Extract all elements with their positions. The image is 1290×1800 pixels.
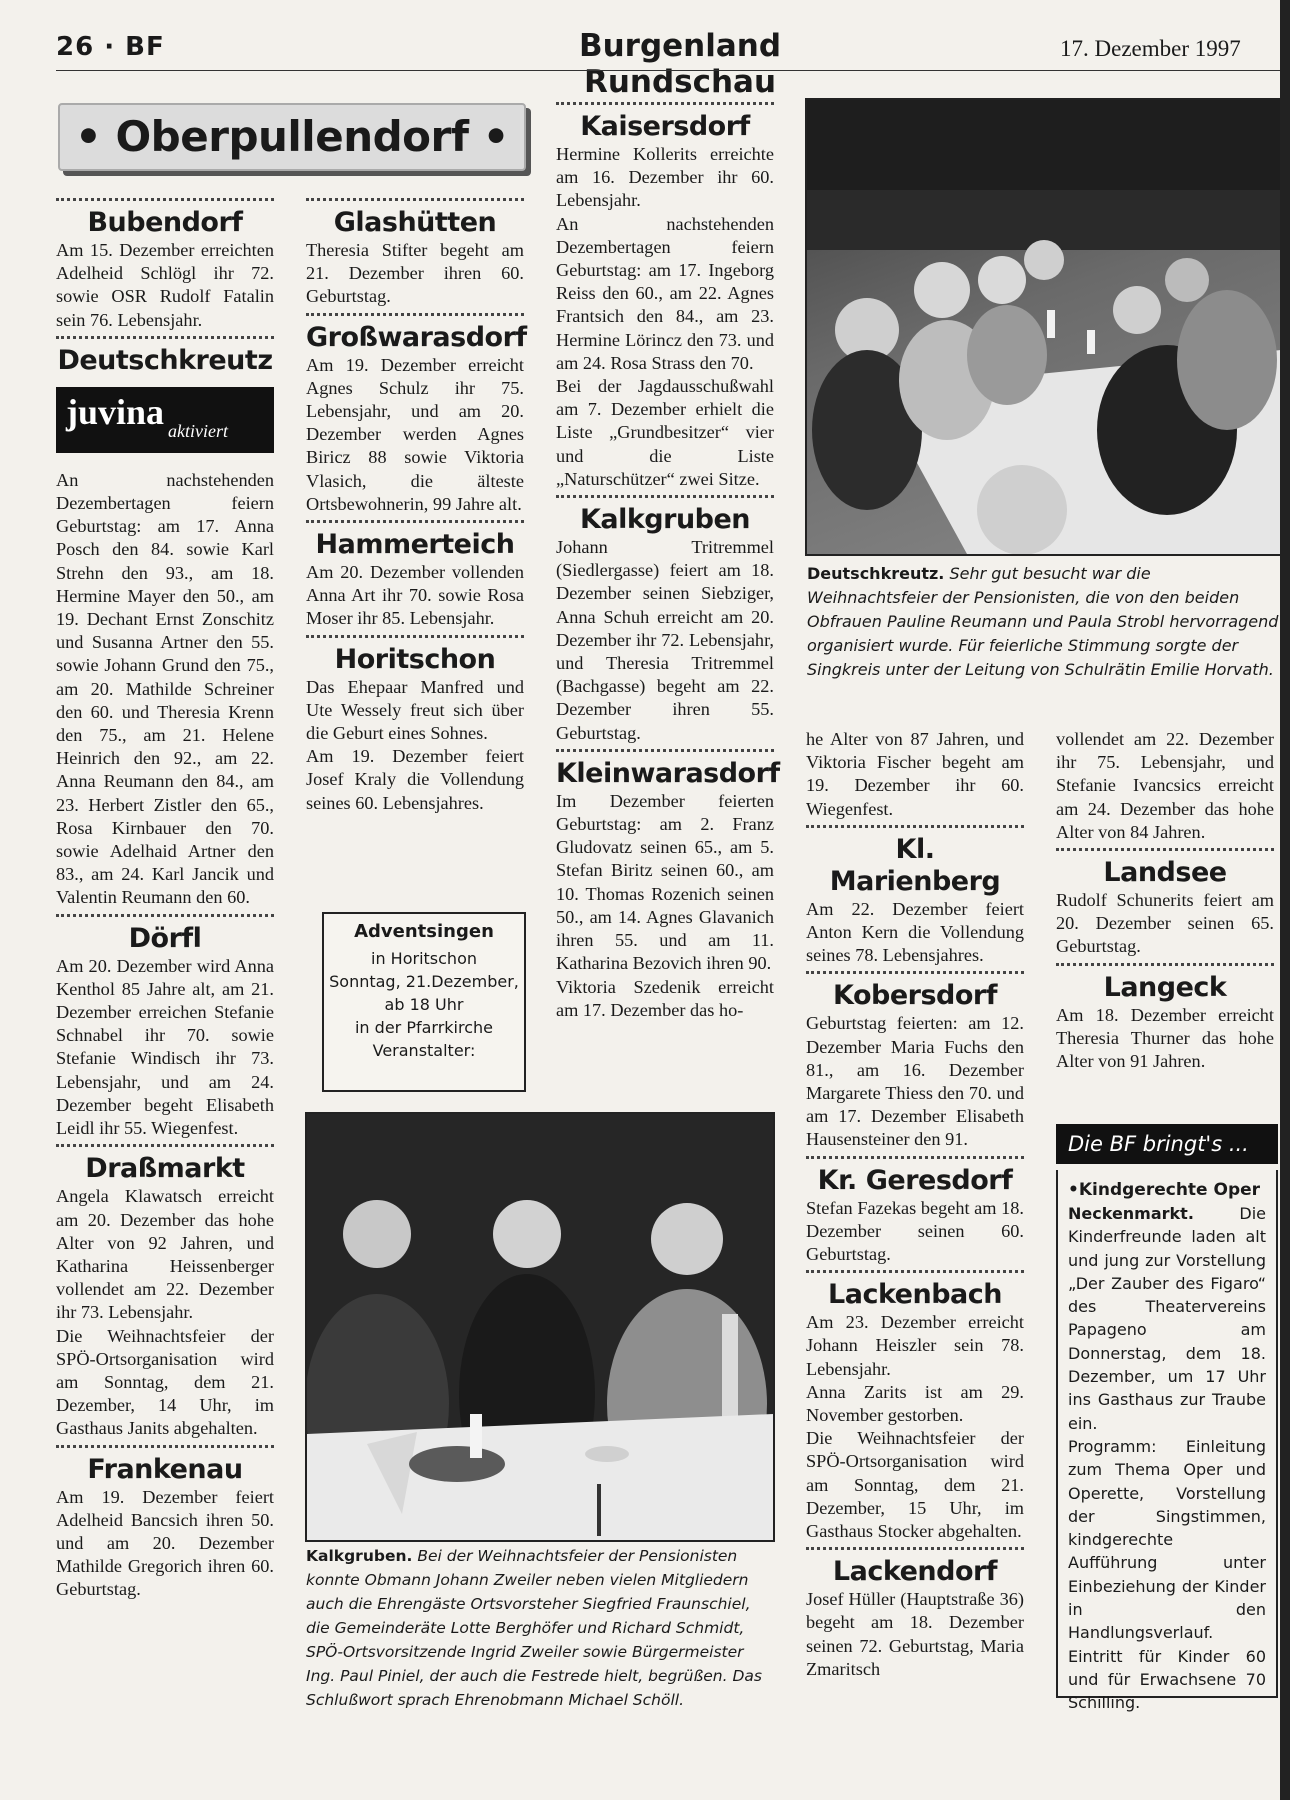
- article-body: Am 18. Dezember erreicht Theresia Thurner das hohe Alter von 91 Jahren.: [1056, 1004, 1274, 1072]
- advent-line: in der Pfarrkirche: [354, 1018, 493, 1037]
- article-heading: Horitschon: [334, 643, 496, 675]
- article-body: Geburtstag feierten: am 12. Dezember Maria Fuchs den 81., am 16. Dezember Margarete Thiess den 70. und am 17. Dezember Elisabeth Hausensteiner den 91.: [806, 1013, 1024, 1150]
- advent-line: in Horitschon: [371, 949, 477, 968]
- advent-line: Sonntag, 21.Dezember,: [329, 972, 519, 991]
- bf-item-place: Neckenmarkt.: [1068, 1204, 1194, 1223]
- article-body: Theresia Stifter begeht am 21. Dezember ihren 60. Geburtstag.: [306, 240, 524, 307]
- caption-place: Deutschkreutz.: [807, 564, 945, 583]
- article-body: Am 19. Dezember feiert Adelheid Bancsich ihren 50. und am 20. Dezember Mathilde Gregorich ihren 60. Geburtstag.: [56, 1486, 274, 1600]
- article-heading: Hammerteich: [315, 529, 515, 561]
- column-2: [306, 194, 527, 815]
- advent-notice-box: [322, 912, 526, 1092]
- divider: [806, 1270, 1024, 1273]
- divider: [1056, 963, 1274, 966]
- deutschkreutz-caption: [807, 562, 1279, 682]
- masthead-rule: [56, 70, 1281, 71]
- article-heading: Großwarasdorf: [306, 321, 527, 353]
- caption-place: Kalkgruben.: [306, 1547, 413, 1565]
- article-body: Am 20. Dezember vollenden Anna Art ihr 70. sowie Rosa Moser ihr 85. Lebensjahr.: [306, 562, 524, 629]
- divider: [306, 313, 524, 316]
- bf-item-text: [1068, 1202, 1266, 1435]
- deutschkreutz-photo-image: [807, 100, 1281, 554]
- article-heading: Kalkgruben: [579, 504, 751, 536]
- advent-title: Adventsingen: [354, 921, 494, 942]
- article-heading: Dörfl: [128, 922, 202, 954]
- article-body: Hermine Kollerits erreichte am 16. Dezember ihr 60. Lebensjahr.: [556, 144, 774, 211]
- bf-box-header: Die BF bringt's ...: [1056, 1124, 1278, 1164]
- divider: [56, 198, 274, 201]
- caption-text: Sehr gut besucht war die Weihnachtsfeier der Pensionisten, die von den beiden Obfrauen Pauline Reumann und Paula Strobl hervorragend organisiert wurde. Für feierliche Stimmung sorgte der Singkreis unter der Leitung von Schulrätin Emilie Horvath.: [807, 564, 1279, 679]
- divider: [556, 749, 774, 752]
- divider: [806, 1547, 1024, 1550]
- divider: [56, 1144, 274, 1147]
- article-body: Angela Klawatsch erreicht am 20. Dezember das hohe Alter von 92 Jahren, und Katharina Heissenberger vollendet am 22. Dezember ihr 73. Lebensjahr.: [56, 1186, 274, 1323]
- bf-item-title: •Kindgerechte Oper: [1068, 1180, 1261, 1200]
- divider: [556, 495, 774, 498]
- article-body: Die Weihnachtsfeier der SPÖ-Ortsorganisation wird am Sonntag, dem 21. Dezember, 14 Uhr, im Gasthaus Janits abgehalten.: [56, 1325, 274, 1439]
- article-body: Am 15. Dezember erreichten Adelheid Schlögl ihr 72. sowie OSR Rudolf Fatalin sein 76. Lebensjahr.: [56, 240, 274, 330]
- bf-box-body: [1056, 1170, 1278, 1713]
- divider: [56, 336, 274, 339]
- article-body: Am 23. Dezember erreicht Johann Heiszler sein 78. Lebensjahr.: [806, 1312, 1024, 1379]
- kalkgruben-caption: [306, 1544, 772, 1712]
- article-body: Bei der Jagdausschußwahl am 7. Dezember erhielt die Liste „Grundbesitzer“ vier und die Liste „Naturschützer“ zwei Sitze.: [556, 376, 774, 489]
- juvina-logo-text: juvina: [66, 391, 165, 432]
- article-heading: Kr. Geresdorf: [817, 1164, 1013, 1196]
- divider: [1056, 848, 1274, 851]
- juvina-logo-script: aktiviert: [168, 420, 228, 441]
- divider: [306, 520, 524, 523]
- article-body: vollendet am 22. Dezember ihr 75. Lebensjahr, und Stefanie Ivancsics erreicht am 24. Dezember das hohe Alter von 84 Jahren.: [1056, 729, 1274, 842]
- article-body: Das Ehepaar Manfred und Ute Wessely freut sich über die Geburt eines Sohnes.: [306, 676, 524, 744]
- article-body: Im Dezember feierten Geburtstag: am 2. Franz Gludovatz seinen 65., am 5. Stefan Biritz seinen 60., am 10. Thomas Rozenich seinen 50., am 14. Agnes Glavanich ihren 55. und am 11. Katharina Bezovich ihren 90.: [556, 790, 774, 974]
- article-heading: Glashütten: [333, 207, 497, 238]
- issue-date: 17. Dezember 1997: [1060, 36, 1241, 61]
- article-heading: Lackenbach: [828, 1279, 1002, 1311]
- article-body: Die Weihnachtsfeier der SPÖ-Ortsorganisation wird am Sonntag, dem 21. Dezember, 15 Uhr, im Gasthaus Stocker abgehalten.: [806, 1428, 1024, 1542]
- divider: [556, 102, 774, 105]
- bf-item-text: Eintritt für Kinder 60 und für Erwachsene 70 Schilling.: [1068, 1646, 1266, 1713]
- juvina-logo: [56, 387, 274, 453]
- divider: [56, 914, 274, 917]
- article-body: Stefan Fazekas begeht am 18. Dezember seinen 60. Geburtstag.: [806, 1197, 1024, 1265]
- column-3: [556, 98, 780, 1022]
- caption-text: Bei der Weihnachtsfeier der Pensionisten konnte Obmann Johann Zweiler neben vielen Mitgliedern auch die Ehrengäste Ortsvorsteher Siegfried Fraunschiel, die Gemeinderäte Lotte Berghöfer und Richard Schmidt, SPÖ-Ortsvorsitzende Ingrid Zweiler sowie Bürgermeister Ing. Paul Piniel, der auch die Festrede hielt, begrüßen. Das Schlußwort sprach Ehrenobmann Michael Schöll.: [306, 1547, 762, 1709]
- article-body: An nachstehenden Dezembertagen feiern Geburtstag: am 17. Ingeborg Reiss den 60., am 22. Agnes Frantsich den 84., am 23. Hermine Lörincz den 73. und am 24. Rosa Strass den 70.: [556, 213, 774, 373]
- article-body: Am 19. Dezember erreicht Agnes Schulz ihr 75. Lebensjahr, und am 20. Dezember werden Agnes Biricz 88 sowie Viktoria Vlasich, die älteste Ortsbewohnerin, 99 Jahre alt.: [306, 354, 524, 514]
- article-heading: Langeck: [1103, 971, 1227, 1003]
- region-banner-text: • Oberpullendorf •: [75, 112, 509, 161]
- page-number: 26 · BF: [56, 32, 165, 62]
- column-5: [1056, 728, 1274, 1073]
- deutschkreutz-photo: [805, 98, 1283, 556]
- column-1: [56, 194, 274, 1602]
- region-banner: [58, 103, 526, 171]
- kalkgruben-photo: [305, 1112, 775, 1542]
- article-heading: Lackendorf: [832, 1556, 998, 1588]
- bf-item-text: Programm: Einleitung zum Thema Oper und Operette, Vorstellung der Singstimmen, kindgerechte Aufführung unter Einbeziehung der Kinder in den Handlungsverlauf.: [1068, 1436, 1266, 1643]
- article-body: An nachstehenden Dezembertagen feiern Geburtstag: am 17. Anna Posch den 84. sowie Karl Strehn den 93., am 18. Hermine Mayer den 50., am 19. Dechant Ernst Zonschitz und Susanna Artner den 55. sowie Johann Grund den 75., am 20. Mathilde Schreiner den 60. und Theresia Krenn den 75., am 21. Helene Heinrich den 92., am 22. Anna Reumann den 84., am 23. Herbert Zistler den 65., Rosa Kirnbauer den 70. sowie Adelhaid Artner den 83., am 24. Karl Jancik und Valentin Reumann den 60.: [56, 469, 274, 908]
- article-heading: Deutschkreutz: [57, 344, 273, 376]
- article-heading: Landsee: [1103, 857, 1227, 889]
- article-heading: Frankenau: [87, 1453, 243, 1485]
- article-heading: Draßmarkt: [85, 1153, 245, 1185]
- article-heading: Kobersdorf: [833, 980, 997, 1012]
- advent-line: ab 18 Uhr: [384, 995, 464, 1014]
- column-4: [806, 728, 1024, 1681]
- divider: [806, 825, 1024, 828]
- article-body: he Alter von 87 Jahren, und Viktoria Fischer begeht am 19. Dezember ihr 60. Wiegenfest.: [806, 729, 1024, 819]
- bf-info-box: [1056, 1124, 1278, 1724]
- article-body: Am 22. Dezember feiert Anton Kern die Vollendung seines 78. Lebensjahres.: [806, 898, 1024, 966]
- article-body: Josef Hüller (Hauptstraße 36) begeht am 18. Dezember seinen 72. Geburtstag, Maria Zmaritsch: [806, 1589, 1024, 1679]
- kalkgruben-photo-image: [307, 1114, 773, 1540]
- divider: [306, 198, 524, 201]
- bf-item-body: Die Kinderfreunde laden alt und jung zur Vorstellung „Der Zauber des Figaro“ des Theatervereins Papageno am Donnerstag, dem 18. Dezember, um 17 Uhr ins Gasthaus zur Traube ein.: [1068, 1204, 1266, 1433]
- page-edge: [1280, 0, 1290, 1800]
- divider: [56, 1445, 274, 1448]
- article-body: Anna Zarits ist am 29. November gestorben.: [806, 1381, 1024, 1426]
- article-body: Viktoria Szedenik erreicht am 17. Dezember das ho-: [556, 976, 774, 1020]
- advent-line: Veranstalter:: [372, 1041, 476, 1060]
- divider: [306, 635, 524, 638]
- divider: [806, 971, 1024, 974]
- article-heading: Bubendorf: [87, 207, 243, 238]
- article-heading: Kl. Marienberg: [829, 833, 1001, 897]
- article-heading: Kleinwarasdorf: [556, 757, 780, 789]
- article-body: Am 19. Dezember feiert Josef Kraly die Vollendung seines 60. Lebensjahres.: [306, 746, 524, 813]
- divider: [806, 1156, 1024, 1159]
- article-body: Am 20. Dezember wird Anna Kenthol 85 Jahre alt, am 21. Dezember erreichen Stefanie Schnabel ihr 70. sowie Stefanie Windisch ihr 73. Lebensjahr, und am 24. Dezember begeht Elisabeth Leidl ihr 55. Wiegenfest.: [56, 955, 274, 1139]
- article-body: Johann Tritremmel (Siedlergasse) feiert am 18. Dezember seinen Siebziger, Anna Schuh erreicht am 20. Dezember ihr 72. Lebensjahr, und Theresia Tritremmel (Bachgasse) begeht am 22. Dezember ihren 55. Geburtstag.: [556, 537, 774, 743]
- publication-title: Burgenland Rundschau: [578, 28, 782, 100]
- article-body: Rudolf Schunerits feiert am 20. Dezember seinen 65. Geburtstag.: [1056, 890, 1274, 957]
- article-heading: Kaisersdorf: [580, 111, 750, 142]
